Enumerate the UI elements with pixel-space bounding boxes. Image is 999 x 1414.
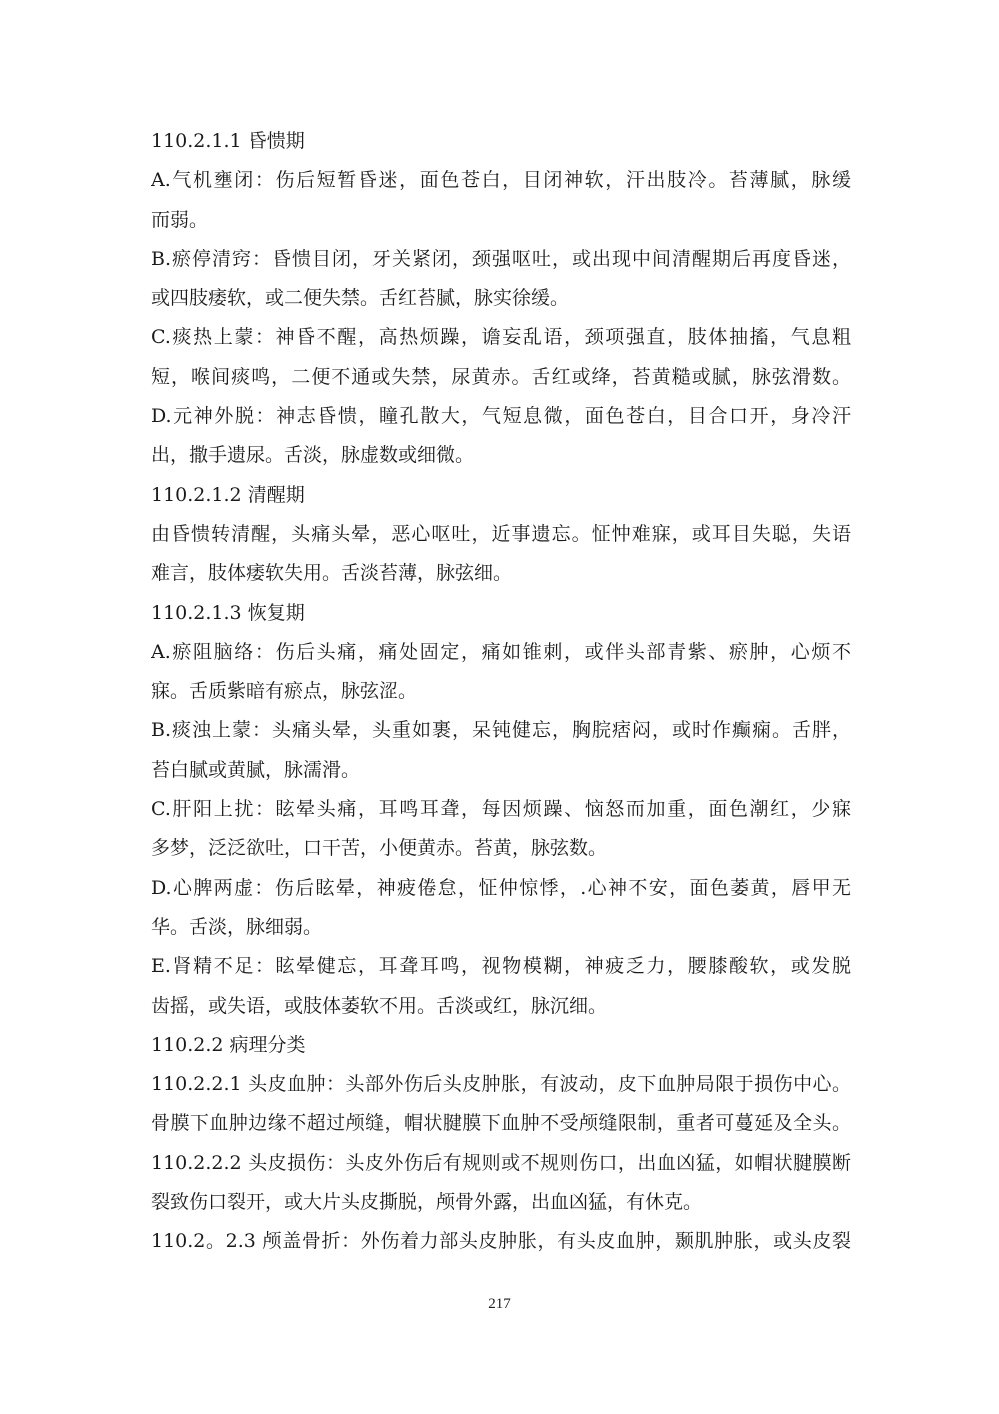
text-line: 110.2.1.1 昏愦期	[151, 130, 305, 152]
document-body	[151, 122, 851, 1262]
text-line: 出，撒手遗尿。舌淡，脉虚数或细微。	[151, 444, 475, 467]
text-line: 齿摇，或失语，或肢体萎软不用。舌淡或红，脉沉细。	[151, 994, 608, 1017]
text-line: B.瘀停清窍：昏愦目闭，牙关紧闭，颈强呕吐，或出现中间清醒期后再度昏迷，	[151, 247, 851, 270]
text-line: C.痰热上蒙：神昏不醒，高热烦躁，谵妄乱语，颈项强直，肢体抽搐，气息粗	[151, 326, 851, 349]
page-number: 217	[488, 1296, 511, 1312]
text-line: 110.2。2.3 颅盖骨折：外伤着力部头皮肿胀，有头皮血肿，颞肌肿胀，或头皮裂	[151, 1230, 851, 1253]
text-line: 110.2.2 病理分类	[151, 1033, 306, 1056]
text-line: 110.2.2.2 头皮损伤：头皮外伤后有规则或不规则伤口，出血凶猛，如帽状腱膜断	[151, 1151, 851, 1174]
text-line: A.瘀阻脑络：伤后头痛，痛处固定，痛如锥刺，或伴头部青紫、瘀肿，心烦不	[151, 640, 851, 663]
text-line: E.肾精不足：眩晕健忘，耳聋耳鸣，视物模糊，神疲乏力，腰膝酸软，或发脱	[151, 955, 851, 978]
text-line: 华。舌淡，脉细弱。	[151, 915, 323, 938]
text-line: 苔白腻或黄腻，脉濡滑。	[151, 758, 361, 781]
text-line: A.气机壅闭：伤后短暂昏迷，面色苍白，目闭神软，汗出肢冷。苔薄腻，脉缓	[151, 169, 851, 192]
text-line: 骨膜下血肿边缘不超过颅缝，帽状腱膜下血肿不受颅缝限制，重者可蔓延及全头。	[151, 1112, 851, 1135]
text-line: 由昏愦转清醒，头痛头晕，恶心呕吐，近事遗忘。怔忡难寐，或耳目失聪，失语	[151, 522, 851, 545]
text-line: 110.2.1.2 清醒期	[151, 483, 305, 506]
text-line: C.肝阳上扰：眩晕头痛，耳鸣耳聋，每因烦躁、恼怒而加重，面色潮红，少寐	[151, 798, 851, 821]
text-line: 110.2.1.3 恢复期	[151, 601, 305, 624]
text-line: 110.2.2.1 头皮血肿：头部外伤后头皮肿胀，有波动，皮下血肿局限于损伤中心。	[151, 1073, 851, 1096]
text-line: 裂致伤口裂开，或大片头皮撕脱，颅骨外露，出血凶猛，有休克。	[151, 1191, 703, 1214]
text-line: B.痰浊上蒙：头痛头晕，头重如裹，呆钝健忘，胸脘痞闷，或时作癫痫。舌胖，	[151, 719, 851, 742]
text-line: 多梦，泛泛欲吐，口干苦，小便黄赤。苔黄，脉弦数。	[151, 837, 608, 860]
text-line: 而弱。	[151, 208, 209, 231]
text-line: 或四肢痿软，或二便失禁。舌红苔腻，脉实徐缓。	[151, 287, 570, 310]
text-line: D.元神外脱：神志昏愦，瞳孔散大，气短息微，面色苍白，目合口开，身冷汗	[151, 405, 851, 428]
text-line: 难言，肢体痿软失用。舌淡苔薄，脉弦细。	[151, 562, 513, 585]
text-line: 寐。舌质紫暗有瘀点，脉弦涩。	[151, 680, 418, 703]
text-line: 短，喉间痰鸣，二便不通或失禁，尿黄赤。舌红或绛，苔黄糙或腻，脉弦滑数。	[151, 365, 851, 388]
text-line: D.心脾两虚：伤后眩晕，神疲倦怠，怔仲惊悸，.心神不安，面色萎黄，唇甲无	[151, 876, 851, 899]
